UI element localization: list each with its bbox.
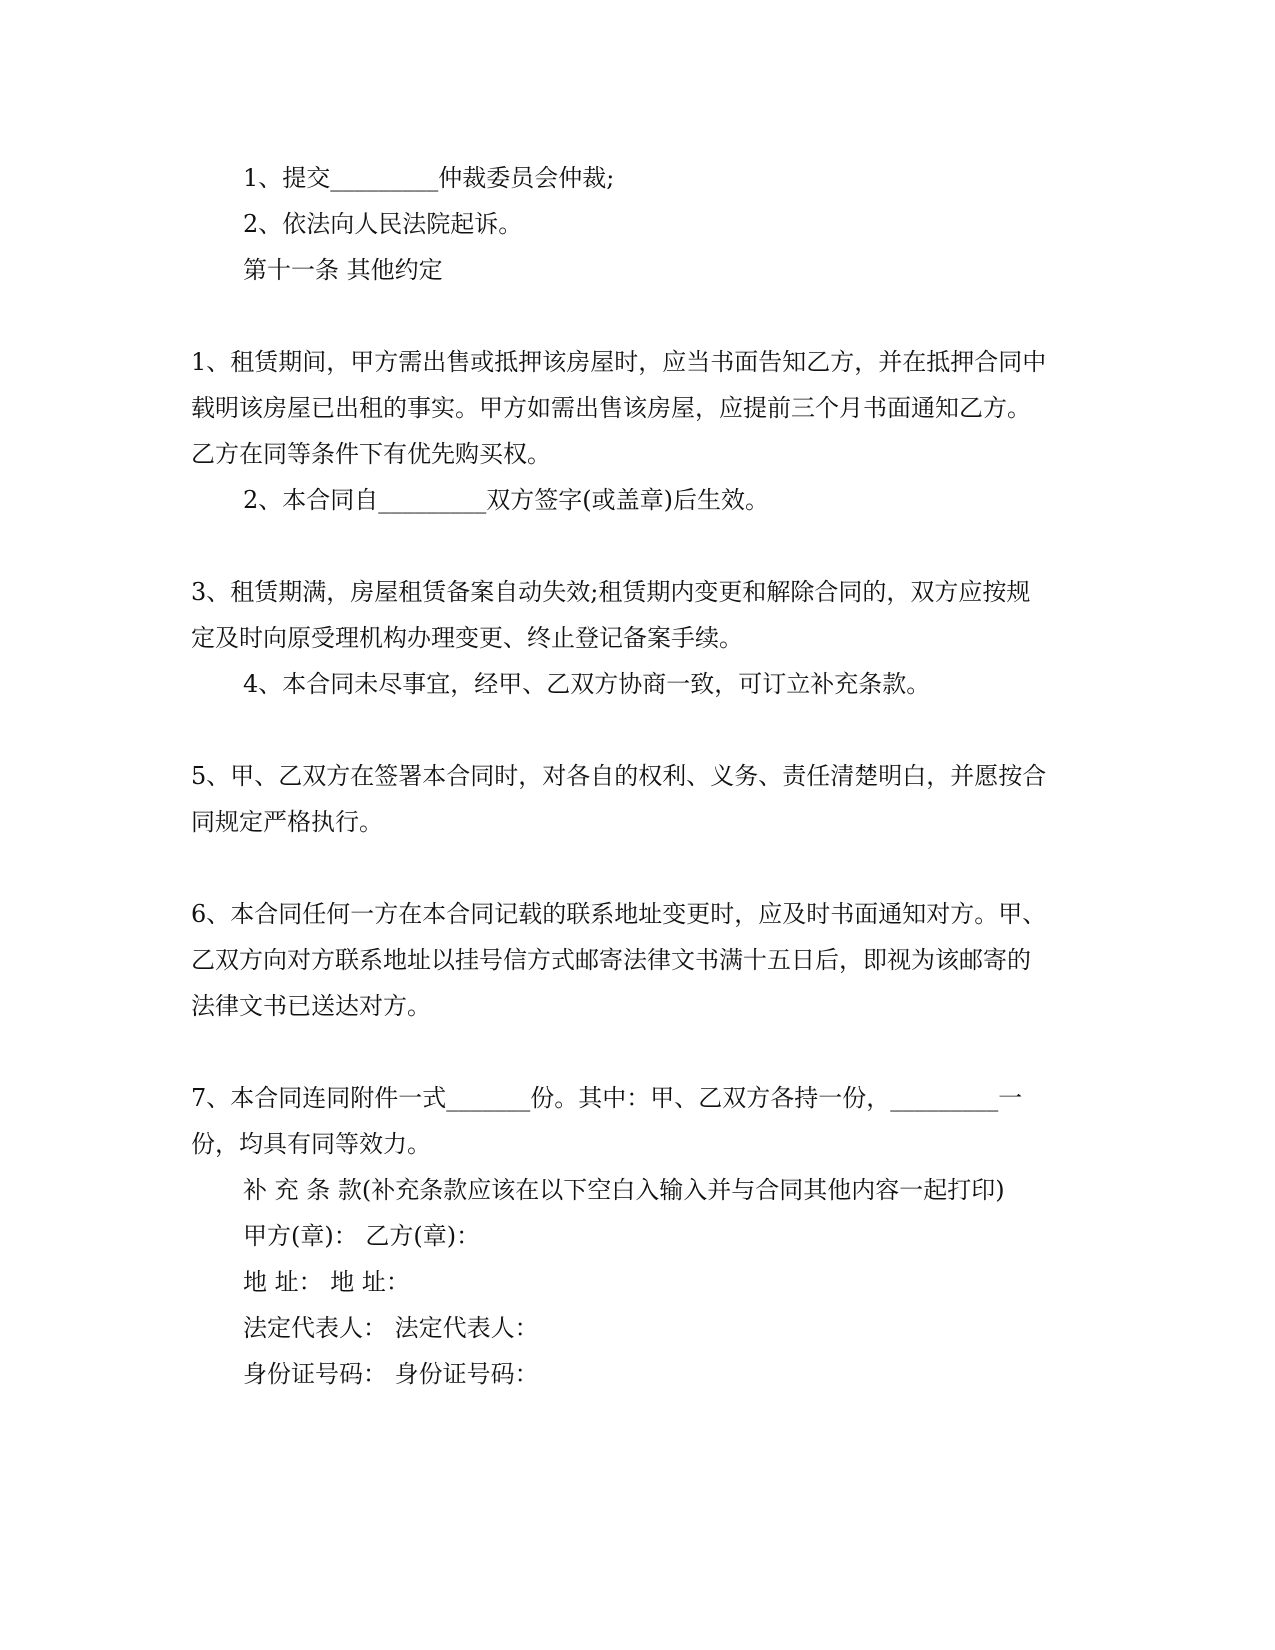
- clause-1-line-2: 载明该房屋已出租的事实。甲方如需出售该房屋，应提前三个月书面通知乙方。: [191, 394, 1031, 422]
- clause-6-line-1: 6、本合同任何一方在本合同记载的联系地址变更时，应及时书面通知对方。甲、: [191, 900, 1047, 928]
- clause-1-line-3: 乙方在同等条件下有优先购买权。: [191, 440, 551, 468]
- clause-5-line-1: 5、甲、乙双方在签署本合同时，对各自的权利、义务、责任清楚明白，并愿按合: [191, 762, 1047, 790]
- signature-legal-representative: 法定代表人： 法定代表人：: [243, 1314, 539, 1342]
- clause-1-line-1: 1、租赁期间，甲方需出售或抵押该房屋时，应当书面告知乙方，并在抵押合同中: [191, 348, 1047, 376]
- signature-id-number: 身份证号码： 身份证号码：: [243, 1360, 539, 1388]
- signature-party-seal: 甲方(章)： 乙方(章)：: [243, 1222, 481, 1250]
- clause-3-line-1: 3、租赁期满，房屋租赁备案自动失效;租赁期内变更和解除合同的，双方应按规: [191, 578, 1031, 606]
- clause-3-line-2: 定及时向原受理机构办理变更、终止登记备案手续。: [191, 624, 743, 652]
- arbitration-option-2: 2、依法向人民法院起诉。: [243, 210, 523, 238]
- clause-6-line-2: 乙双方向对方联系地址以挂号信方式邮寄法律文书满十五日后，即视为该邮寄的: [191, 946, 1031, 974]
- arbitration-option-1: 1、提交_________仲裁委员会仲裁;: [243, 164, 615, 192]
- clause-7-line-1: 7、本合同连同附件一式_______份。其中：甲、乙双方各持一份，_________一: [191, 1084, 1023, 1112]
- article-11-heading: 第十一条 其他约定: [243, 256, 443, 284]
- clause-6-line-3: 法律文书已送达对方。: [191, 992, 431, 1020]
- clause-2: 2、本合同自_________双方签字(或盖章)后生效。: [243, 486, 769, 514]
- supplementary-clause-heading: 补 充 条 款(补充条款应该在以下空白入输入并与合同其他内容一起打印): [243, 1176, 1005, 1204]
- clause-4: 4、本合同未尽事宜，经甲、乙双方协商一致，可订立补充条款。: [243, 670, 931, 698]
- signature-address: 地 址： 地 址：: [243, 1268, 410, 1296]
- clause-5-line-2: 同规定严格执行。: [191, 808, 383, 836]
- clause-7-line-2: 份，均具有同等效力。: [191, 1130, 431, 1158]
